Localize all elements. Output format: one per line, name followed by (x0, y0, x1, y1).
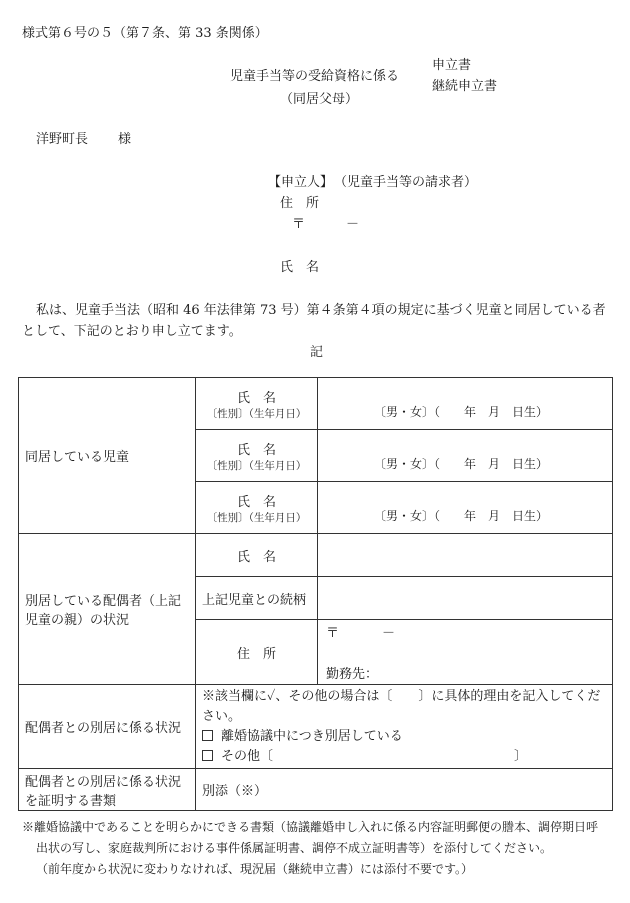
child-sex-birth-label: 〔性別〕（生年月日） (206, 407, 307, 420)
doc-type-continuing-petition: 継続申立書 (432, 79, 498, 94)
option-other[interactable] (202, 747, 606, 767)
spouse-postal-dash: － (382, 626, 396, 641)
form-subtitle: （同居父母） (280, 92, 359, 107)
proof-row (19, 769, 613, 811)
child-label-cell (196, 482, 318, 534)
spouse-address-label: 住 所 (196, 620, 318, 685)
child-name-label: 氏 名 (236, 494, 276, 510)
section-label-proof (19, 769, 196, 811)
proof-value: 別添（※） (196, 769, 613, 811)
statement-line-1: 私は、児童手当法（昭和 46 年法律第 73 号）第４条第４項の規定に基づく児童と同居している者 (36, 303, 606, 318)
situation-instruction-1: ※該当欄に✓、その他の場合は〔 〕に具体的理由を記入してくだ (202, 688, 601, 704)
child-value-cell[interactable] (318, 378, 613, 430)
child-name-label: 氏 名 (236, 390, 276, 406)
option-other-label: その他〔 (221, 748, 274, 764)
child-value-cell[interactable] (318, 430, 613, 482)
form-number: 様式第６号の５（第７条、第 33 条関係） (22, 26, 268, 41)
child-sex-birth-value: 〔男・女〕（ 年 月 日生） (374, 457, 549, 471)
ki-marker: 記 (310, 345, 324, 360)
checkbox-divorce[interactable] (202, 730, 213, 741)
applicant-name-label: 氏 名 (280, 260, 320, 275)
spouse-name-label: 氏 名 (196, 534, 318, 577)
section-label-spouse-line-2: 児童の親）の状況 (25, 613, 130, 628)
applicant-heading: 【申立人】 (268, 175, 334, 190)
applicant-heading-note: （児童手当等の請求者） (334, 175, 478, 190)
doc-type-petition: 申立書 (432, 58, 472, 73)
spouse-relation-label: 上記児童との続柄 (196, 577, 318, 620)
applicant-postal-dash: － (346, 217, 360, 232)
petition-table (18, 377, 613, 811)
child-sex-birth-label: 〔性別〕（生年月日） (206, 459, 307, 472)
section-label-proof-line-1: 配偶者との別居に係る状況 (25, 774, 182, 790)
note-line-3: （前年度から状況に変わりなければ、現況届（継続申立書）には添付不要です。） (36, 862, 474, 876)
situation-cell (196, 685, 613, 769)
child-name-label: 氏 名 (236, 442, 276, 458)
note-line-1: ※離婚協議中であることを明らかにできる書類（協議離婚申し入れに係る内容証明郵便の謄本、調停期日呼 (22, 820, 599, 834)
child-sex-birth-label: 〔性別〕（生年月日） (206, 511, 307, 524)
child-sex-birth-value: 〔男・女〕（ 年 月 日生） (374, 405, 549, 419)
form-title: 児童手当等の受給資格に係る (230, 69, 400, 84)
spouse-address-field[interactable] (318, 620, 613, 685)
spouse-relation-field[interactable] (318, 577, 613, 620)
spouse-name-field[interactable] (318, 534, 613, 577)
option-other-close: 〕 (514, 748, 528, 764)
spouse-name-row (19, 534, 613, 577)
child-sex-birth-value: 〔男・女〕（ 年 月 日生） (374, 509, 549, 523)
applicant-postal-mark: 〒 (292, 217, 306, 232)
child-label-cell (196, 430, 318, 482)
section-label-spouse-line-1: 別居している配偶者（上記 (25, 594, 182, 609)
spouse-workplace-label: 勤務先： (326, 667, 379, 682)
applicant-address-label: 住 所 (280, 196, 320, 211)
statement-line-2: として、下記のとおり申し立てます。 (22, 324, 242, 339)
situation-instruction-2: さい。 (202, 708, 242, 724)
checkbox-other[interactable] (202, 750, 213, 761)
section-label-proof-line-2: を証明する書類 (25, 793, 117, 809)
section-label-spouse (19, 534, 196, 685)
child-value-cell[interactable] (318, 482, 613, 534)
addressee-honorific: 様 (118, 132, 132, 147)
section-label-situation: 配偶者との別居に係る状況 (19, 685, 196, 769)
option-divorce-label: 離婚協議中につき別居している (221, 728, 403, 744)
note-line-2: 出状の写し、家庭裁判所における事件係属証明書、調停不成立証明書等）を添付してください。 (36, 841, 553, 855)
addressee-name: 洋野町長 (36, 132, 89, 147)
section-label-children: 同居している児童 (19, 378, 196, 534)
situation-row (19, 685, 613, 769)
spouse-postal-mark: 〒 (326, 626, 340, 641)
child-row (19, 378, 613, 430)
child-label-cell (196, 378, 318, 430)
option-divorce[interactable] (202, 727, 606, 747)
